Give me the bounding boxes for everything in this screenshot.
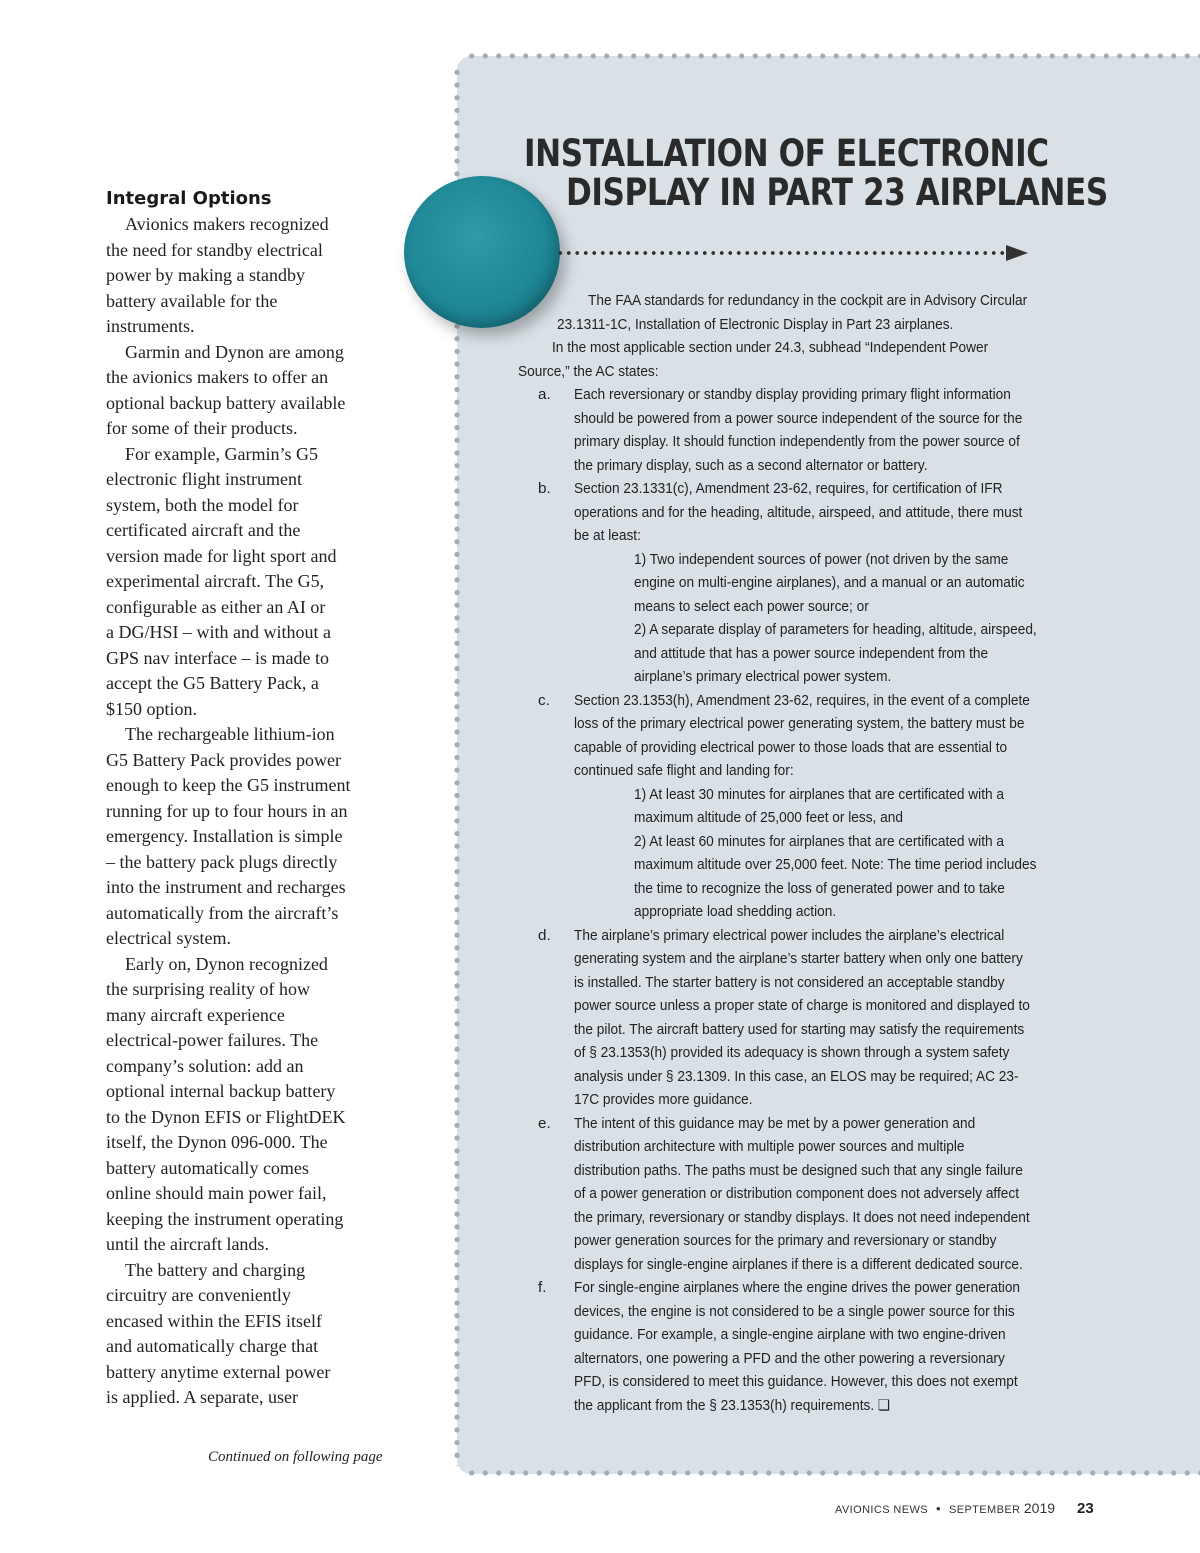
sidebar-subitem-line: means to select each power source; or [634,597,869,615]
page-number: 23 [1077,1500,1094,1517]
sidebar-item-line: Section 23.1331(c), Amendment 23-62, requires, for certification of IFR [574,480,1003,497]
article-line: encased within the EFIS itself [106,1310,322,1331]
article-line: and automatically charge that [106,1336,319,1356]
sidebar-item-line: guidance. For example, a single-engine airplane with two engine-driven [574,1326,1006,1343]
article-line: emergency. Installation is simple [106,826,343,846]
article-line: The rechargeable lithium-ion [125,724,335,744]
sidebar-subitem-line: appropriate load shedding action. [634,903,837,920]
article-line: online should main power fail, [106,1183,327,1203]
article-line: keeping the instrument operating [106,1208,344,1229]
list-item-letter: a. [538,386,551,403]
article-line: battery available for the [106,290,278,311]
sidebar-item-line: The intent of this guidance may be met by a power generation and [574,1114,976,1132]
article-line: The battery and charging [125,1259,306,1280]
article-line: many aircraft experience [106,1004,285,1025]
sidebar-subitem-line: 2) At least 60 minutes for airplanes that are certificated with a [634,832,1005,850]
article-line: optional backup battery available [106,392,346,413]
list-item-letter: d. [538,926,551,944]
sidebar-item-line: Each reversionary or standby display providing primary flight information [574,386,1011,403]
sidebar-item-line: distribution architecture with multiple power sources and multiple [574,1138,965,1155]
continued-note: Continued on following page [208,1449,383,1465]
sidebar-item-line: of a power generation or distribution component does not adversely affect [574,1185,1020,1202]
article-line: electronic flight instrument [106,469,302,489]
article-line: automatically from the aircraft’s [106,902,339,923]
article-line: to the Dynon EFIS or FlightDEK [106,1106,346,1127]
sidebar-title-line-2: DISPLAY IN PART 23 AIRPLANES [566,171,1108,214]
sidebar-item-line: The airplane’s primary electrical power includes the airplane’s electrical [574,926,1005,944]
sidebar-subitem-line: 1) At least 30 minutes for airplanes that are certificated with a [634,785,1005,803]
sidebar-item-line: power source unless a proper state of charge is monitored and displayed to [574,997,1030,1014]
sidebar-item-line: loss of the primary electrical power generating system, the battery must be [574,715,1025,732]
article-line: accept the G5 Battery Pack, a [106,673,319,693]
article-line: Garmin and Dynon are among [125,341,344,362]
article-line: system, both the model for [106,494,299,515]
sidebar-item-line: PFD, is considered to meet this guidance. However, this does not exempt [574,1373,1018,1390]
article-line: running for up to four hours in an [106,800,348,821]
footer-month: SEPTEMBER [948,1504,1021,1516]
article-line: a DG/HSI – with and without a [106,622,331,642]
article-line: is applied. A separate, user [106,1387,298,1407]
article-body [106,212,396,1411]
sidebar-item-line: alternators, one powering a PFD and the other powering a reversionary [574,1349,1005,1367]
sidebar-dotted-border-top [465,52,1200,60]
article-subheading: Integral Options [106,188,272,209]
article-line: optional internal backup battery [106,1081,336,1101]
article-line: enough to keep the G5 instrument [106,775,351,795]
article-line: configurable as either an AI or [106,596,326,617]
sidebar-item-line: continued safe flight and landing for: [574,762,794,779]
article-line: instruments. [106,316,195,336]
page-footer [835,1500,1094,1517]
article-line: the surprising reality of how [106,979,310,999]
sidebar-intro-line: In the most applicable section under 24.3, subhead “Independent Power [552,339,989,356]
article-line: electrical-power failures. The [106,1030,319,1050]
sidebar-item-line: the primary display, such as a second alternator or battery. [574,456,928,474]
sidebar-subitem-line: maximum altitude over 25,000 feet. Note: The time period includes [634,856,1037,873]
article-line: GPS nav interface – is made to [106,647,329,668]
sidebar-intro-line: Source,” the AC states: [518,362,659,380]
article-line: Avionics makers recognized [125,214,329,234]
sidebar-item-line: analysis under § 23.1309. In this case, an ELOS may be required; AC 23- [574,1067,1019,1085]
sidebar-subitem-line: airplane’s primary electrical power system. [634,668,892,685]
article-line: certificated aircraft and the [106,520,301,540]
article-line: battery automatically comes [106,1157,309,1178]
sidebar-item-line: For single-engine airplanes where the engine drives the power generation [574,1279,1021,1296]
article-line: electrical system. [106,928,231,948]
list-item-letter: c. [538,691,550,709]
teal-circle-graphic [404,176,560,328]
footer-year: 2019 [1023,1500,1056,1516]
list-item-letter: e. [538,1114,551,1132]
sidebar-intro-line: The FAA standards for redundancy in the cockpit are in Advisory Circular [588,292,1028,309]
sidebar-item-line: devices, the engine is not considered to be a single power source for this [574,1302,1015,1320]
article-line: into the instrument and recharges [106,877,346,897]
sidebar-title-line-1: INSTALLATION OF ELECTRONIC [524,132,1049,175]
footer-publication: AVIONICS NEWS [835,1504,929,1516]
arrow-head-icon [1006,245,1028,261]
sidebar-item-line: of § 23.1353(h) provided its adequacy is shown through a system safety [574,1044,1010,1061]
sidebar-subitem-line: 2) A separate display of parameters for heading, altitude, airspeed, [634,621,1037,638]
article-line: company’s solution: add an [106,1055,304,1076]
sidebar-item-line: 17C provides more guidance. [574,1091,753,1108]
article-line: version made for light sport and [106,545,337,566]
sidebar-item-line: the applicant from the § 23.1353(h) requirements. ❏ [574,1396,891,1414]
article-line: for some of their products. [106,418,298,438]
article-line: the need for standby electrical [106,239,323,260]
sidebar-item-line: generating system and the airplane’s starter battery when only one battery [574,950,1023,967]
sidebar-subitem-line: and attitude that has a power source independent from the [634,644,989,662]
article-line: itself, the Dynon 096-000. The [106,1132,328,1152]
article-line: $150 option. [106,698,198,719]
article-line: battery anytime external power [106,1361,331,1382]
list-item-letter: f. [538,1279,547,1296]
article-line: circuitry are conveniently [106,1285,291,1305]
article-line: experimental aircraft. The G5, [106,571,325,591]
list-item-letter: b. [538,480,551,497]
sidebar-item-line: should be powered from a power source independent of the source for the [574,409,1023,427]
sidebar-item-line: distribution paths. The paths must be designed such that any single failure [574,1161,1023,1179]
article-line: G5 Battery Pack provides power [106,749,341,770]
sidebar-item-line: primary display. It should function independently from the power source of [574,433,1020,450]
sidebar-intro-line: 23.1311-1C, Installation of Electronic Display in Part 23 airplanes. [557,315,954,333]
sidebar-item-line: capable of providing electrical power to those loads that are essential to [574,738,1008,756]
sidebar-item-line: Section 23.1353(h), Amendment 23-62, requires, in the event of a complete [574,691,1030,709]
sidebar-item-line: power generation sources for the primary and reversionary or standby [574,1232,997,1249]
article-line: the avionics makers to offer an [106,367,329,387]
article-line: until the aircraft lands. [106,1234,269,1254]
article-line: power by making a standby [106,265,305,285]
sidebar-item-line: be at least: [574,527,641,544]
article-line: For example, Garmin’s G5 [125,443,318,464]
dotted-arrow-line [556,250,1008,256]
sidebar-dotted-border-bottom [465,1469,1200,1477]
sidebar-item-line: displays for single-engine airplanes if there is a different dedicated source. [574,1255,1023,1273]
sidebar-subitem-line: maximum altitude of 25,000 feet or less, and [634,809,903,826]
footer-bullet: • [936,1501,941,1516]
sidebar-subitem-line: 1) Two independent sources of power (not driven by the same [634,550,1009,568]
sidebar-item-line: the primary, reversionary or standby displays. It does not need independent [574,1208,1030,1226]
sidebar-subitem-line: engine on multi-engine airplanes), and a manual or an automatic [634,574,1025,591]
article-line: – the battery pack plugs directly [106,851,338,872]
sidebar-subitem-line: the time to recognize the loss of generated power and to take [634,879,1005,897]
article-column [106,186,396,1411]
article-line: Early on, Dynon recognized [125,953,328,974]
sidebar-item-line: the pilot. The aircraft battery used for starting may satisfy the requirements [574,1020,1025,1038]
sidebar-item-line: is installed. The starter battery is not considered an acceptable standby [574,973,1005,991]
sidebar-item-line: operations and for the heading, altitude, airspeed, and attitude, there must [574,503,1023,521]
